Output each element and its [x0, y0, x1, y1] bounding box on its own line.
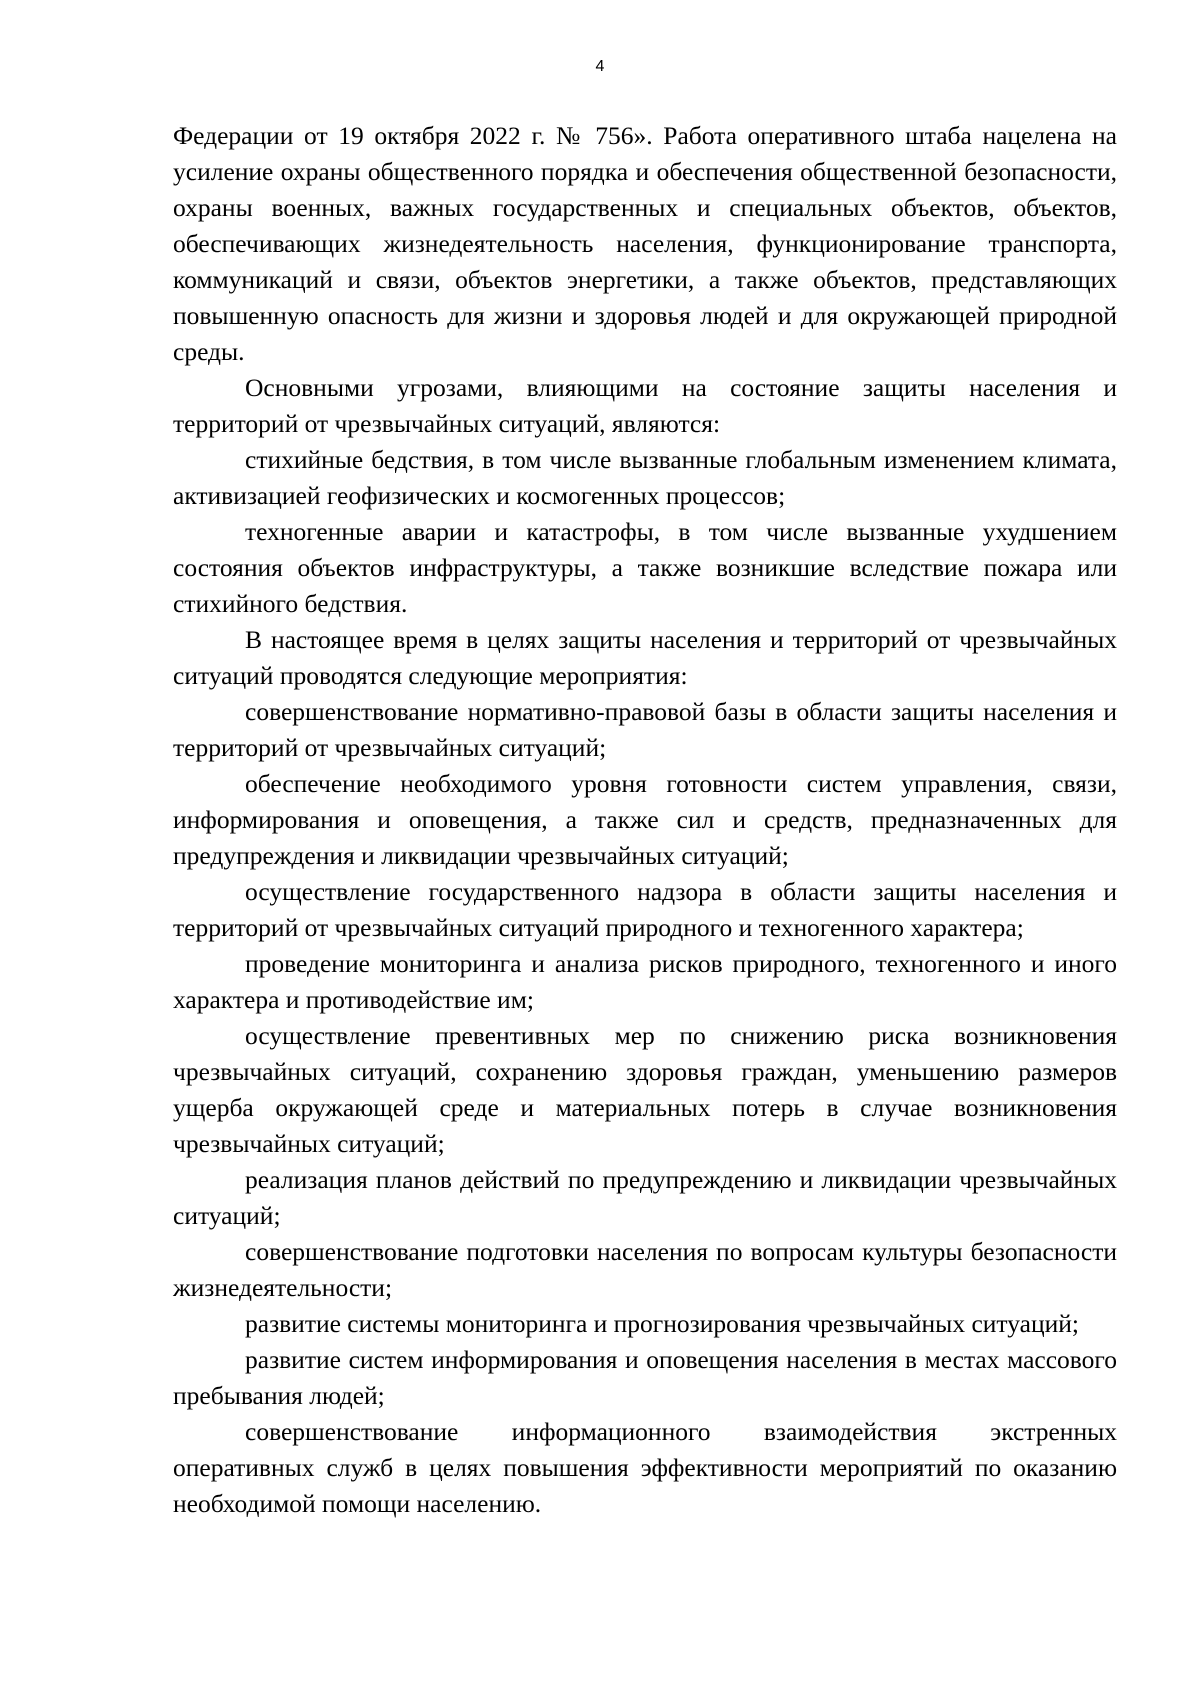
paragraph-measures-intro: В настоящее время в целях защиты населения и территорий от чрезвычайных ситуаций проводятся следующие мероприятия: [173, 625, 1117, 690]
paragraph-threats-intro: Основными угрозами, влияющими на состояние защиты населения и территорий от чрезвычайных ситуаций, являются: [173, 373, 1117, 438]
list-item-readiness: обеспечение необходимого уровня готовности систем управления, связи, информирования и оповещения, а также сил и средств, предназначенных для предупреждения и ликвидации чрезвычайных ситуаций; [173, 769, 1117, 870]
list-item-warning-systems: развитие систем информирования и оповещения населения в местах массового пребывания людей; [173, 1345, 1117, 1410]
list-item-forecasting-system: развитие системы мониторинга и прогнозирования чрезвычайных ситуаций; [245, 1309, 1079, 1338]
list-item-legal-framework: совершенствование нормативно-правовой базы в области защиты населения и территорий от чрезвычайных ситуаций; [173, 697, 1117, 762]
list-item-population-training: совершенствование подготовки населения по вопросам культуры безопасности жизнедеятельности; [173, 1237, 1117, 1302]
list-item-action-plans: реализация планов действий по предупреждению и ликвидации чрезвычайных ситуаций; [173, 1165, 1117, 1230]
list-item-state-supervision: осуществление государственного надзора в области защиты населения и территорий от чрезвычайных ситуаций природного и техногенного характера; [173, 877, 1117, 942]
list-item-preventive-measures: осуществление превентивных мер по снижению риска возникновения чрезвычайных ситуаций, сохранению здоровья граждан, уменьшению размеров ущерба окружающей среде и материальных потерь в случае возникновения чрезвычайных ситуаций; [173, 1021, 1117, 1158]
page-number: 4 [595, 58, 605, 75]
list-item-risk-monitoring: проведение мониторинга и анализа рисков природного, техногенного и иного характера и противодействие им; [173, 949, 1117, 1014]
document-body [173, 118, 1117, 1522]
list-item-technogenic-accidents: техногенные аварии и катастрофы, в том числе вызванные ухудшением состояния объектов инфраструктуры, а также возникшие вследствие пожара или стихийного бедствия. [173, 517, 1117, 618]
list-item-emergency-services: совершенствование информационного взаимодействия экстренных оперативных служб в целях повышения эффективности мероприятий по оказанию необходимой помощи населению. [173, 1417, 1117, 1518]
paragraph-continuation: Федерации от 19 октября 2022 г. № 756». Работа оперативного штаба нацелена на усиление охраны общественного порядка и обеспечения общественной безопасности, охраны военных, важных государственных и специальных объектов, объектов, обеспечивающих жизнедеятельность населения, функционирование транспорта, коммуникаций и связи, объектов энергетики, а также объектов, представляющих повышенную опасность для жизни и здоровья людей и для окружающей природной среды. [173, 121, 1117, 366]
list-item-natural-disasters: стихийные бедствия, в том числе вызванные глобальным изменением климата, активизацией геофизических и космогенных процессов; [173, 445, 1117, 510]
